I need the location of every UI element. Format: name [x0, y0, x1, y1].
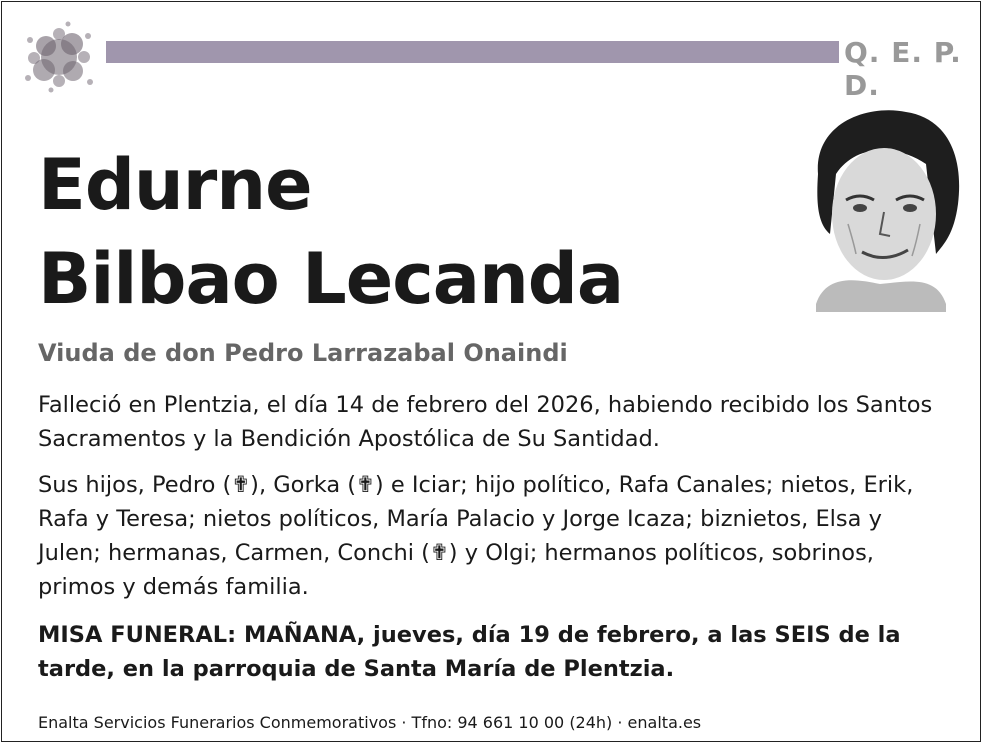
funeral-home-footer: Enalta Servicios Funerarios Conmemorativos · Tfno: 94 661 10 00 (24h) · enalta.es — [38, 713, 702, 732]
qepd-badge: Q. E. P. D. — [844, 36, 962, 102]
deceased-name — [38, 138, 623, 326]
funeral-mass-paragraph: MISA FUNERAL: MAÑANA, jueves, día 19 de febrero, a las SEIS de la tarde, en la parroquia de Santa María de Plentzia. — [38, 622, 901, 682]
header-rule — [106, 41, 839, 63]
name-line-first: Edurne — [38, 144, 312, 226]
portrait-photo — [796, 104, 964, 312]
spouse-subtitle: Viuda de don Pedro Larrazabal Onaindi — [38, 339, 568, 367]
death-notice-paragraph: Falleció en Plentzia, el día 14 de febrero del 2026, habiendo recibido los Santos Sacramentos y la Bendición Apostólica de Su Santidad. — [38, 392, 933, 452]
obituary-card — [1, 1, 981, 742]
family-paragraph: Sus hijos, Pedro (✟), Gorka (✟) e Iciar; hijo político, Rafa Canales; nietos, Erik, Rafa y Teresa; nietos políticos, María Palacio y Jorge Icaza; biznietos, Elsa y Julen; hermanas, Carmen, Conchi (✟) y Olgi; hermanos políticos, sobrinos, primos y demás familia. — [38, 472, 914, 600]
name-line-surnames: Bilbao Lecanda — [38, 238, 624, 320]
flower-ornament-icon — [16, 16, 102, 98]
